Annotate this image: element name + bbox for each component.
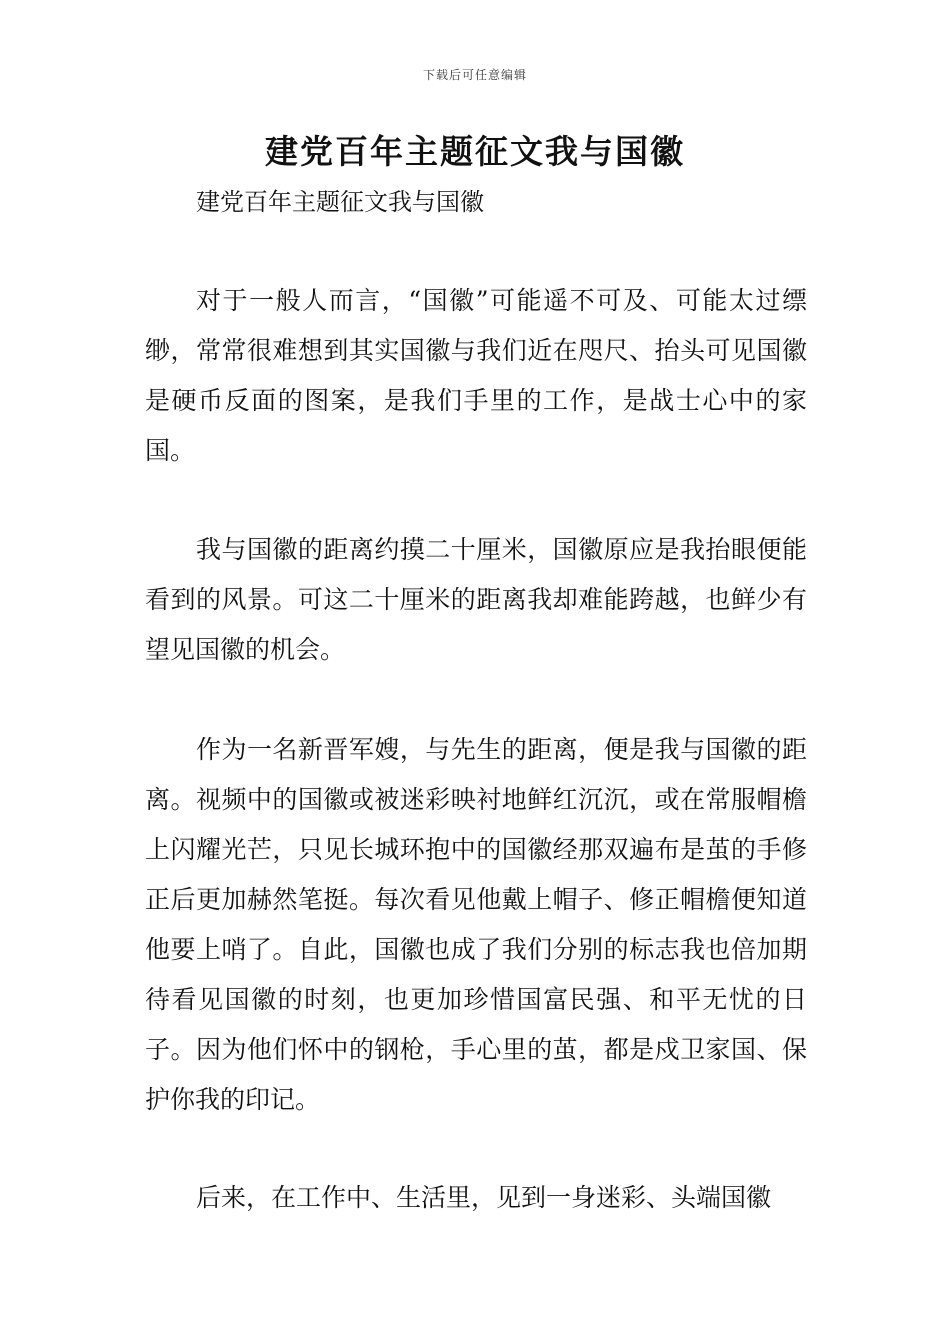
paragraph-4: 后来，在工作中、生活里，见到一身迷彩、头端国徽 (196, 1183, 772, 1212)
paragraph-2: 我与国徽的距离约摸二十厘米，国徽原应是我抬眼便能看到的风景。可这二十厘米的距离我却难能跨越，也鲜少有望见国徽的机会。 (145, 535, 807, 664)
paragraph-1: 对于一般人而言，“国徽”可能遥不可及、可能太过缥缈，常常很难想到其实国徽与我们近在咫尺、抬头可见国徽是硬币反面的图案，是我们手里的工作，是战士心中的家国。 (145, 286, 807, 465)
document-subtitle: 建党百年主题征文我与国徽 (196, 188, 484, 216)
document-title: 建党百年主题征文我与国徽 (265, 132, 685, 171)
header-note: 下载后可任意编辑 (422, 68, 527, 82)
paragraph-3: 作为一名新晋军嫂，与先生的距离，便是我与国徽的距离。视频中的国徽或被迷彩映衬地鲜红沉沉，或在常服帽檐上闪耀光芒，只见长城环抱中的国徽经那双遍布是茧的手修正后更加赫然笔挺。每次看见他戴上帽子、修正帽檐便知道他要上哨了。自此，国徽也成了我们分别的标志我也倍加期待看见国徽的时刻，也更加珍惜国富民强、和平无忧的日子。因为他们怀中的钢枪，手心里的茧，都是戍卫家国、保护你我的印记。 (145, 735, 807, 1114)
